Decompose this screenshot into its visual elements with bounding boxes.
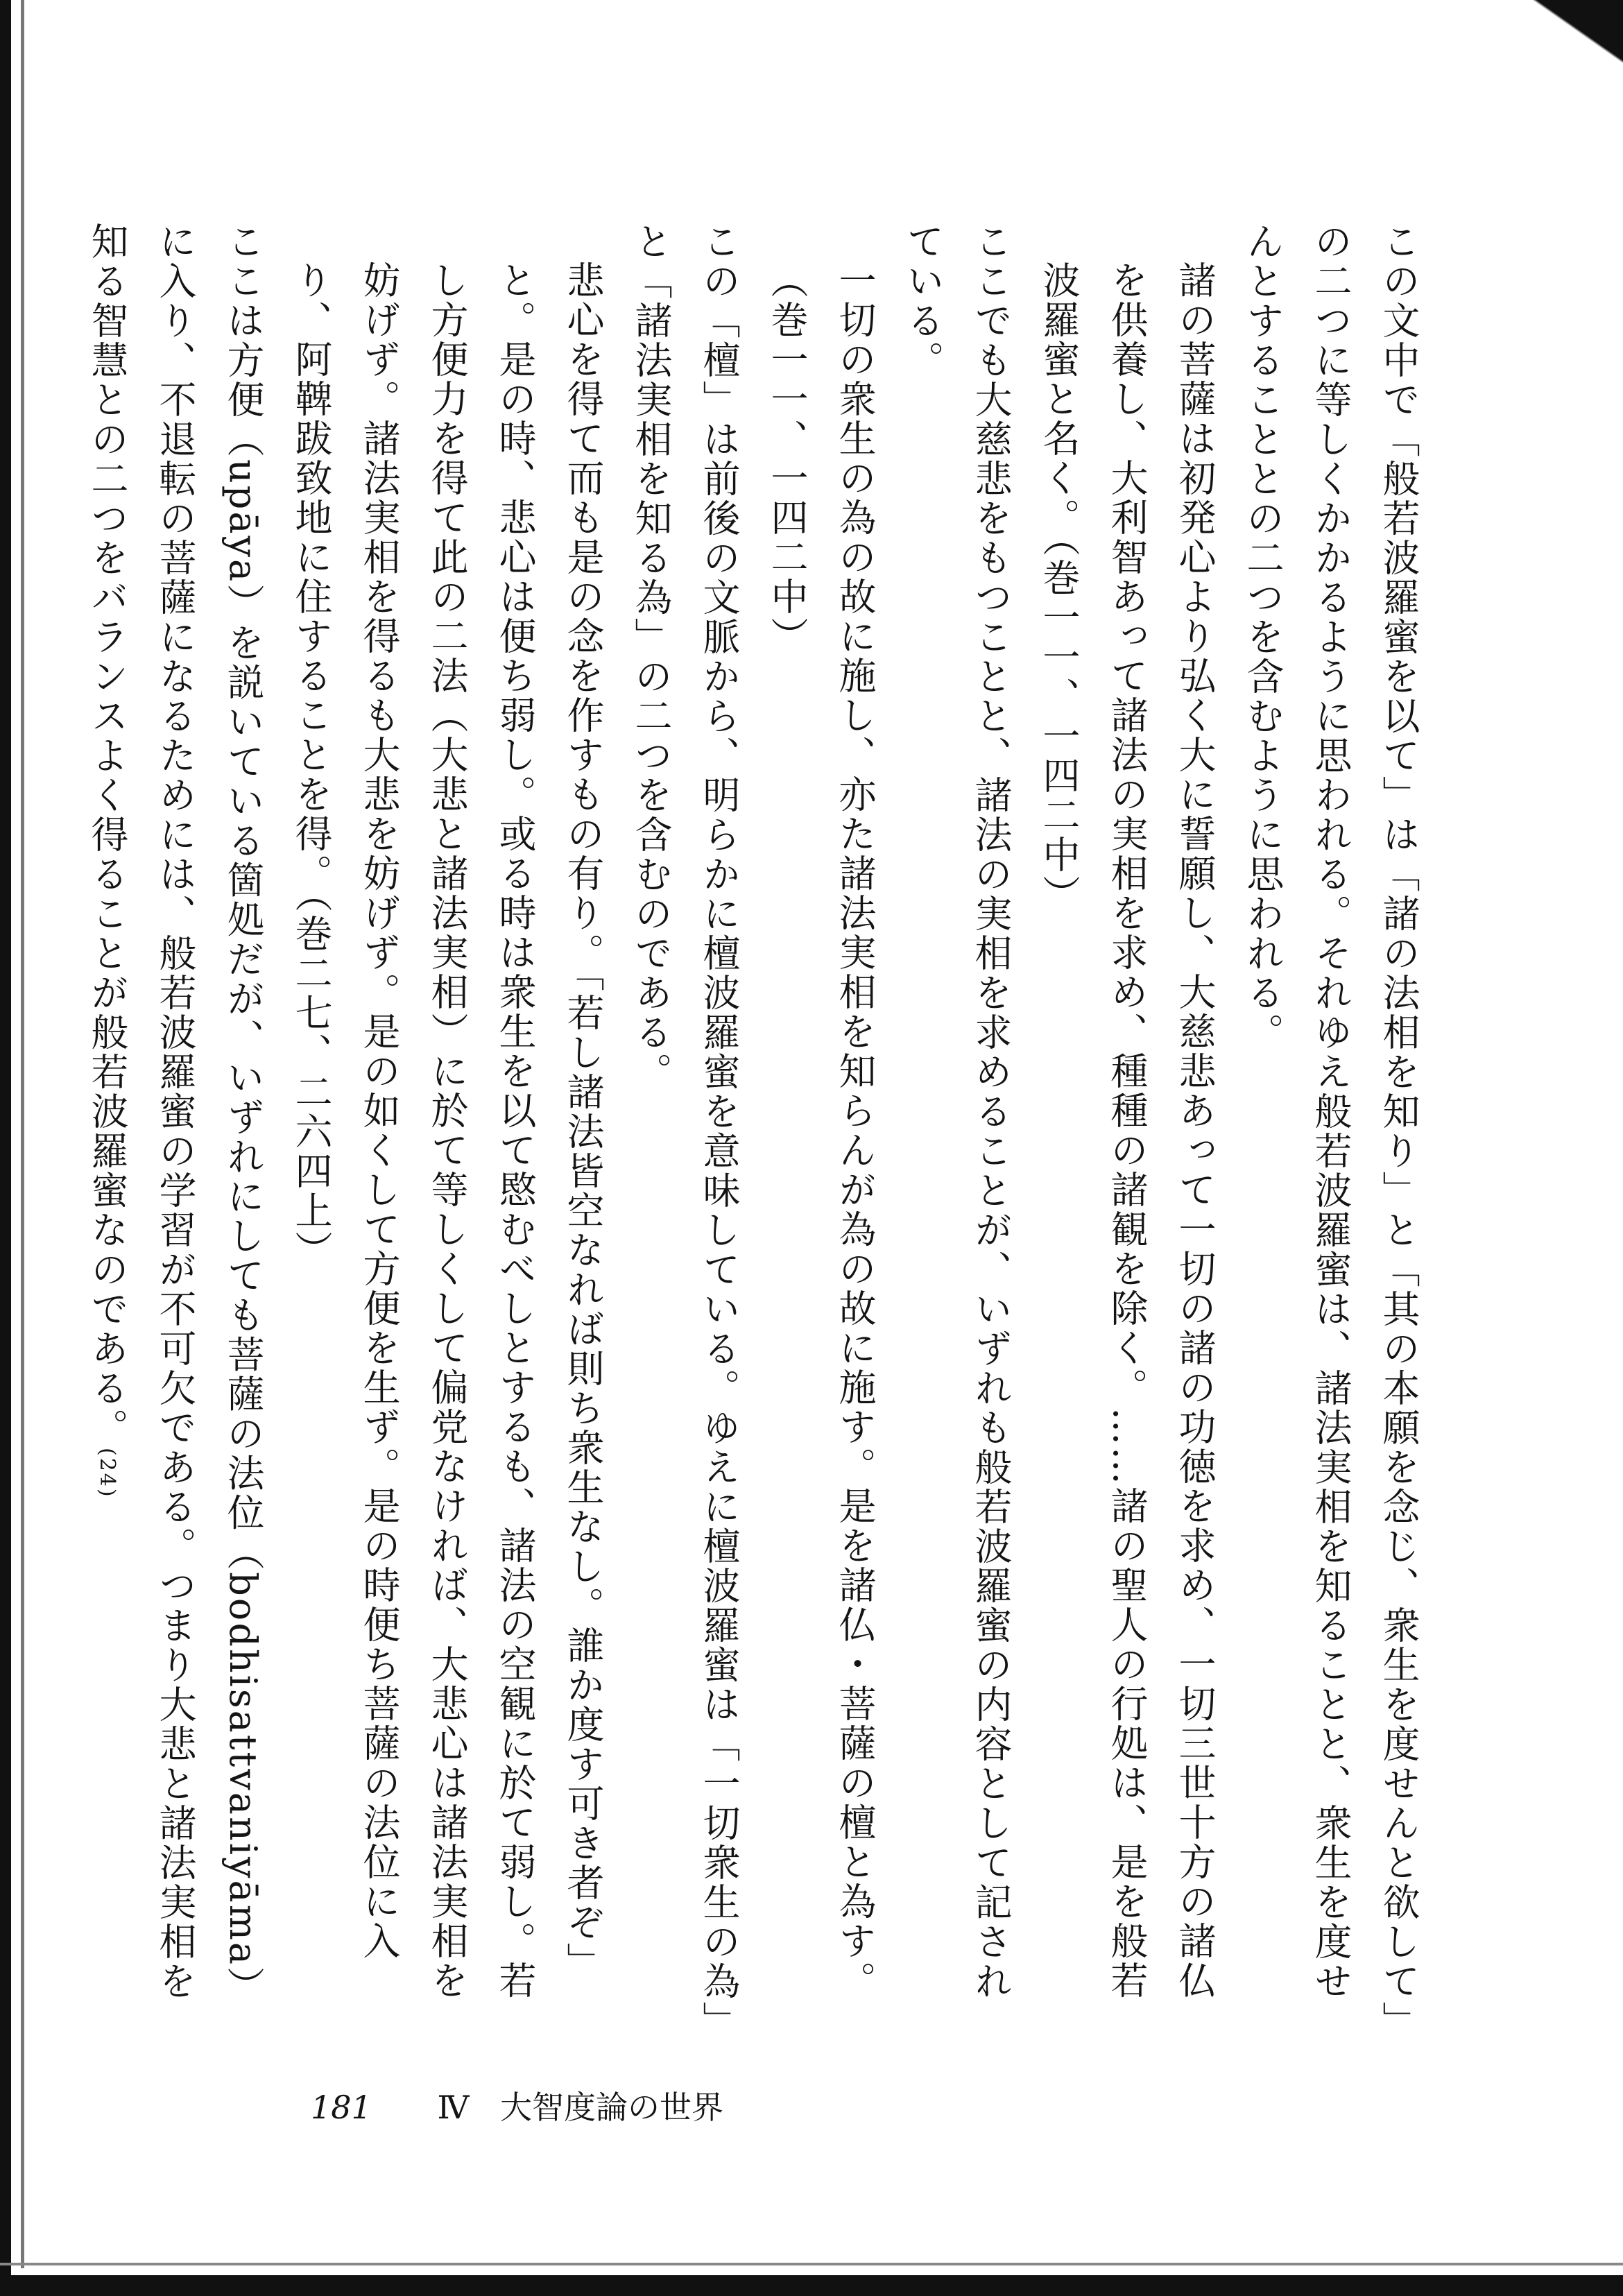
- scan-edge-left-inner: [21, 0, 24, 2268]
- paragraph-2: ここでも大慈悲をもつことと、諸法の実相を求めることが、いずれも般若波羅蜜の内容として記されている。: [901, 222, 1013, 2001]
- quotation-2: 一切の衆生の為の故に施し、亦た諸法実相を知らんが為の故に施す。是を諸仏・菩薩の檀と為す。（巻一一、一四二中）: [765, 261, 877, 2001]
- main-text: [73, 222, 1432, 2039]
- chapter-numeral: Ⅳ: [437, 2089, 470, 2126]
- page-number: 181: [311, 2089, 372, 2126]
- page-footer: [311, 2087, 723, 2128]
- scan-corner-shadow: [1505, 0, 1623, 76]
- scan-edge-left: [0, 0, 11, 2296]
- paragraph-3: この「檀」は前後の文脈から、明らかに檀波羅蜜を意味している。ゆえに檀波羅蜜は「一切衆生の為」と「諸法実相を知る為」の二つを含むのである。: [629, 222, 741, 2022]
- paragraph-1: この文中で「般若波羅蜜を以て」は「諸の法相を知り」と「其の本願を念じ、衆生を度せんと欲して」の二つに等しくかかるように思われる。それゆえ般若波羅蜜は、諸法実相を知ることと、衆生を度せんとすることとの二つを含むように思われる。: [1241, 222, 1420, 2022]
- quotation-3: 悲心を得て而も是の念を作すもの有り。「若し諸法皆空なれば則ち衆生なし。誰か度す可き者ぞ」と。是の時、悲心は便ち弱し。或る時は衆生を以て愍むべしとするも、諸法の空観に於て弱し。若し方便力を得て此の二法（大悲と諸法実相）に於て等しくして偏党なければ、大悲心は諸法実相を妨げず。諸法実相を得るも大悲を妨げず。是の如くして方便を生ず。是の時便ち菩薩の法位に入り、阿鞞跋致地に住することを得。（巻二七、二六四上）: [289, 261, 605, 2001]
- note-reference: (24): [95, 1448, 119, 1499]
- paragraph-4: [73, 222, 277, 2039]
- scan-edge-bottom: [0, 2275, 1623, 2296]
- paragraph-4-text: ここは方便（upāya）を説いている箇処だが、いずれにしても菩薩の法位（bodhisattvaniyāma）に入り、不退転の菩薩になるためには、般若波羅蜜の学習が不可欠である。つまり大悲と諸法実相を知る智慧との二つをバランスよく得ることが般若波羅蜜なのである。: [85, 222, 265, 2007]
- scan-edge-bottom-inner: [0, 2263, 1623, 2265]
- quotation-1: 諸の菩薩は初発心より弘く大に誓願し、大慈悲あって一切の諸の功徳を求め、一切三世十方の諸仏を供養し、大利智あって諸法の実相を求め、種種の諸観を除く。……諸の聖人の行処は、是を般若波羅蜜と名く。（巻一一、一四二中）: [1037, 261, 1217, 2001]
- chapter-title: 大智度論の世界: [500, 2089, 724, 2126]
